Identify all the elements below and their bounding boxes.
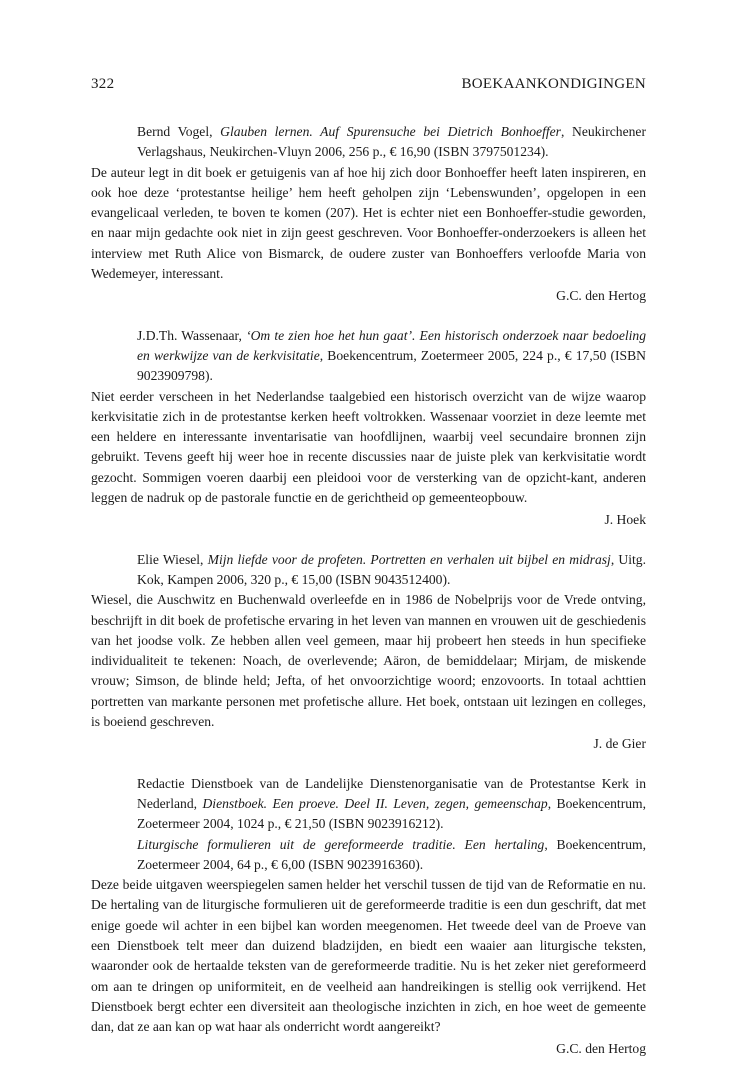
review-text: De auteur legt in dit boek er getuigenis van af hoe hij zich door Bonhoeffer heeft laten inspireren, en ook hoe deze ‘protestantse heilige’ hem heeft geholpen zijn ‘Lebenswunden’, opgelopen in een evangelicaal verleden, te boven te komen (207). Het is echter niet een Bonhoeffer-studie geworden, en naar mijn gedachte ook niet in zijn geest geschreven. Voor Bonhoeffer-onderzoekers is alleen het interview met Ruth Alice von Bismarck, de oudere zuster van Bonhoeffers verloofde Maria von Wedemeyer, interessant.: [91, 164, 646, 282]
book-announcement: [91, 326, 646, 531]
ref-publication: , Neukirchener Verlagshaus, Neukirchen-Vluyn 2006, 256 p., € 16,90 (ISBN 3797501234).: [137, 124, 646, 160]
ref-publication: , Uitg. Kok, Kampen 2006, 320 p., € 15,00 (ISBN 9043512400).: [137, 551, 646, 587]
reviewer-name: J. Hoek: [604, 512, 646, 528]
ref-title: Dienstboek. Een proeve. Deel II. Leven, zegen, gemeenschap: [202, 795, 548, 811]
reviewer-name: G.C. den Hertog: [556, 288, 646, 304]
section-title: BOEKAANKONDIGINGEN: [461, 76, 646, 92]
book-reference: [91, 550, 646, 591]
ref-title-second: Liturgische formulieren uit de gereformeerde traditie. Een hertaling: [137, 836, 545, 852]
book-announcement: [91, 550, 646, 755]
page-header: [91, 76, 646, 93]
ref-title: ‘Om te zien hoe het hun gaat’. Een historisch onderzoek naar bedoeling en werkwijze van de kerkvisitatie: [137, 327, 646, 363]
book-announcement: [91, 774, 646, 1060]
book-reference: [91, 122, 646, 163]
ref-author: Elie Wiesel,: [137, 551, 208, 567]
book-announcement: [91, 122, 646, 307]
page-number: 322: [91, 76, 115, 92]
ref-title: Glauben lernen. Auf Spurensuche bei Dietrich Bonhoeffer: [220, 124, 561, 139]
ref-title: Mijn liefde voor de profeten. Portretten en verhalen uit bijbel en midrasj: [207, 551, 611, 567]
ref-author: Bernd Vogel,: [137, 124, 221, 139]
review-text: Deze beide uitgaven weerspiegelen samen helder het verschil tussen de tijd van de Reformatie en nu. De hertaling van de liturgische formulieren uit de gereformeerde traditie is een dun geschrift, dat met enige goede wil achter in een bijbel kan worden meegenomen. Het tweede deel van de Proeve van een Dienstboek telt meer dan duizend bladzijden, en biedt een waaier aan liturgische teksten, waaronder ook de hertaalde teksten van de gereformeerde traditie. Nu is het zeker niet gereformeerd om aan te dringen op uniformiteit, en de veelheid aan handreikingen is stellig ook verrijkend. Het Dienstboek bergt echter een diversiteit aan theologische inzichten in zich, en hoe weet de gemeente dan, dat ze aan kan op wat haar als onderricht wordt aangereikt?: [91, 877, 646, 1035]
review-text: Niet eerder verscheen in het Nederlandse taalgebied een historisch overzicht van de wijze waarop kerkvisitatie zich in de protestantse kerken heeft voltrokken. Wassenaar voorziet in deze leemte met een heldere en interessante inventarisatie van hoofdlijnen, waarbij veel secundaire bronnen zijn gebruikt. Tevens geeft hij weer hoe in recente discussies naar de juiste plek van kerkvisitatie wordt gezocht. Sommigen voeren daarbij een pleidooi voor de versterking van de opzicht-kant, anderen leggen de nadruk op de pastorale functie en de gerichtheid op gemeenteopbouw.: [91, 388, 646, 506]
review-text: Wiesel, die Auschwitz en Buchenwald overleefde en in 1986 de Nobelprijs voor de Vrede ontving, beschrijft in dit boek de profetische ervaring in het leven van mannen en vrouwen uit de geschiedenis van het joodse volk. Ze hebben allen veel gemeen, maar hij probeert hen steeds in hun specifieke individualiteit te tekenen: Noach, de overlevende; Aäron, de bemiddelaar; Mirjam, de miskende vrouw; Simson, de blinde held; Jefta, of het onvoorzichtige woord; enzovoorts. In totaal achttien portretten van markante personen met profetische allure. Het boek, ontstaan uit lezingen en colleges, is boeiend geschreven.: [91, 592, 646, 730]
ref-publication: , Boekencentrum, Zoetermeer 2004, 1024 p., € 21,50 (ISBN 9023916212).: [137, 795, 646, 832]
ref-author: Redactie Dienstboek van de Landelijke Dienstenorganisatie van de Protestantse Kerk in Nederland,: [137, 775, 646, 811]
announcements: [91, 122, 646, 1079]
ref-publication: , Boekencentrum, Zoetermeer 2005, 224 p., € 17,50 (ISBN 9023909798).: [137, 347, 647, 384]
book-reference: [91, 774, 646, 875]
reviewer-name: G.C. den Hertog: [556, 1041, 646, 1057]
book-reference: [91, 326, 646, 387]
reviewer-name: J. de Gier: [593, 736, 646, 752]
ref-author: J.D.Th. Wassenaar,: [137, 327, 247, 343]
ref-publication-second: , Boekencentrum, Zoetermeer 2004, 64 p., € 6,00 (ISBN 9023916360).: [137, 836, 646, 872]
